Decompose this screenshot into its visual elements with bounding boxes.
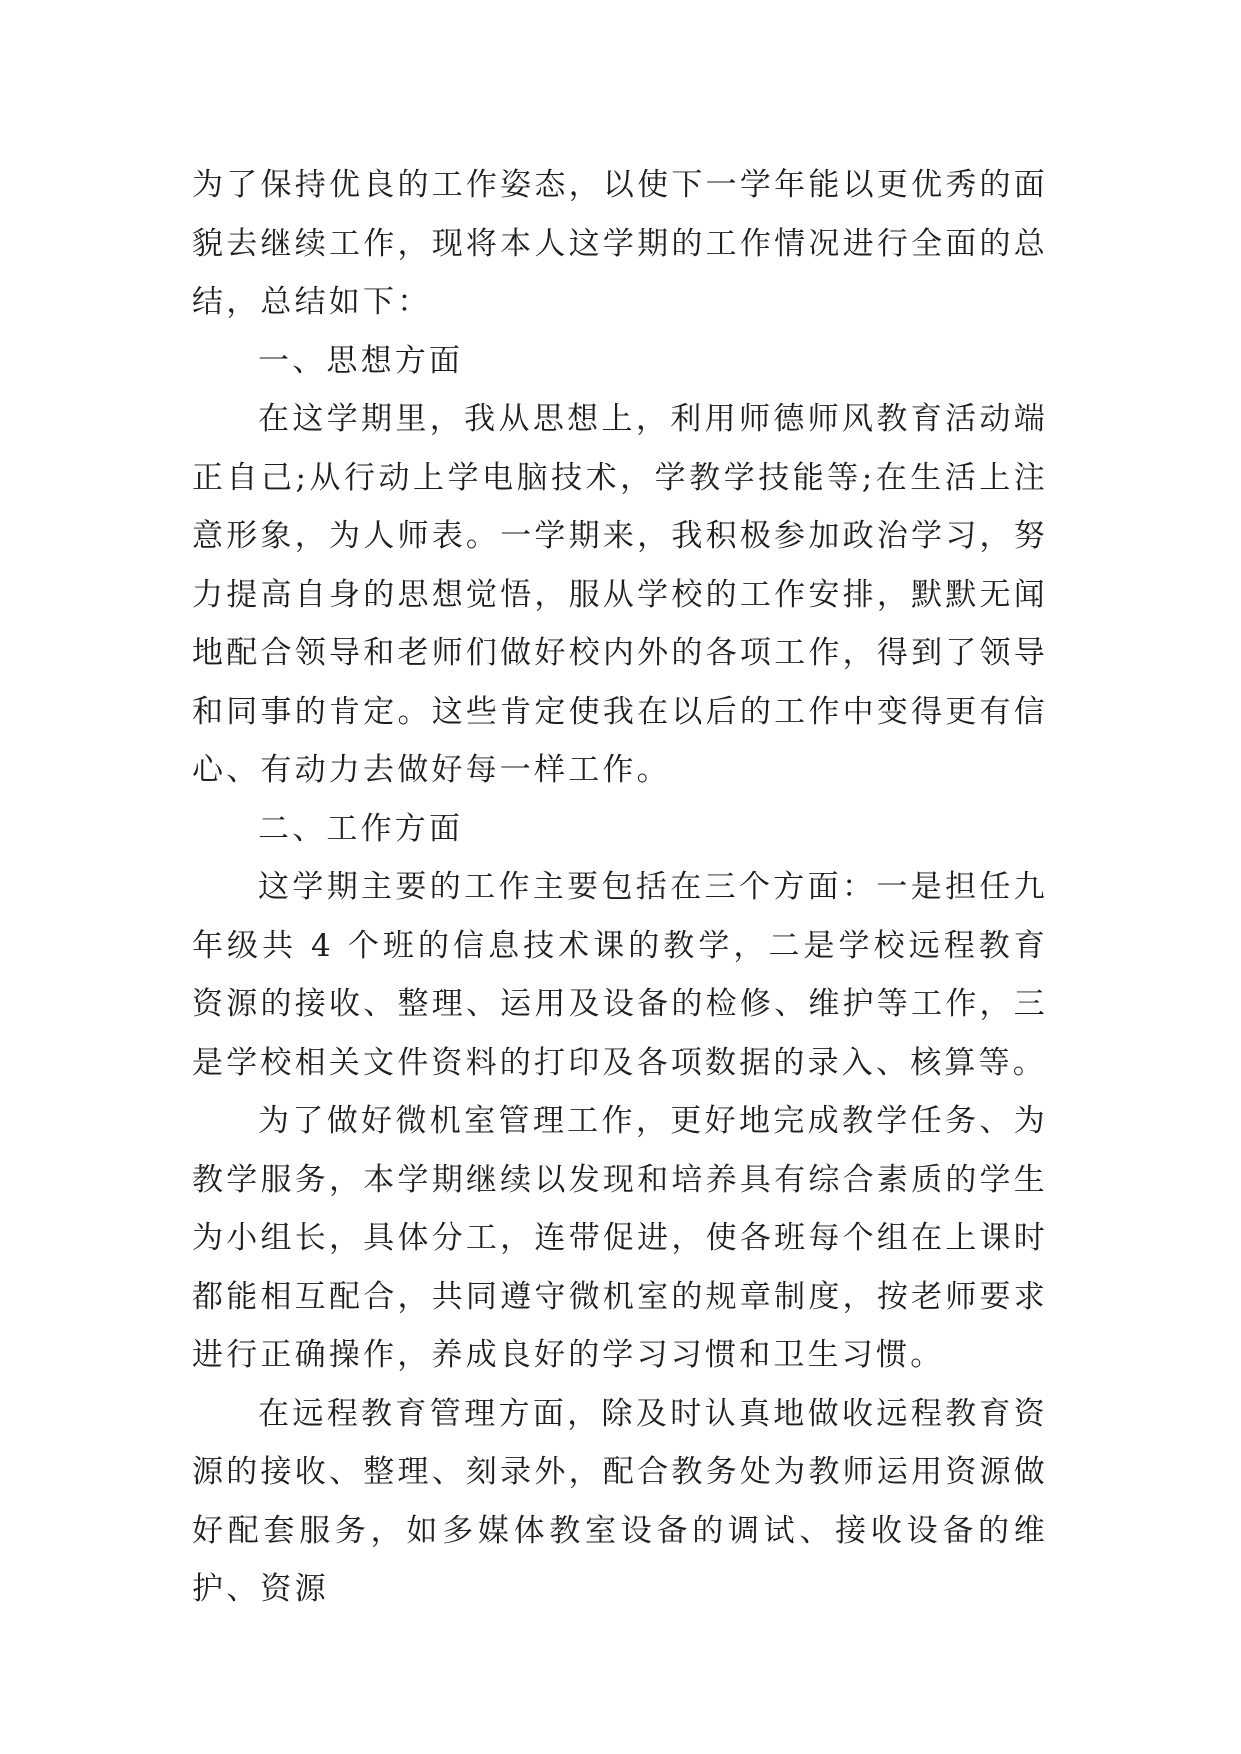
work-overview-paragraph: 这学期主要的工作主要包括在三个方面：一是担任九年级共 4 个班的信息技术课的教学，二是学校远程教育资源的接收、整理、运用及设备的检修、维护等工作，三是学校相关文件资料的打印及各项数据的录入、核算等。	[192, 869, 1048, 1081]
document-body	[192, 156, 1048, 1619]
intro-paragraph: 为了保持优良的工作姿态，以使下一学年能以更优秀的面貌去继续工作，现将本人这学期的工作情况进行全面的总结，总结如下：	[192, 167, 1048, 320]
section-heading-work: 二、工作方面	[258, 810, 464, 847]
thought-paragraph: 在这学期里，我从思想上，利用师德师风教育活动端正自己;从行动上学电脑技术，学教学技能等;在生活上注意形象，为人师表。一学期来，我积极参加政治学习，努力提高自身的思想觉悟，服从学校的工作安排，默默无闻地配合领导和老师们做好校内外的各项工作，得到了领导和同事的肯定。这些肯定使我在以后的工作中变得更有信心、有动力去做好每一样工作。	[192, 401, 1048, 788]
section-heading-thought: 一、思想方面	[258, 342, 464, 379]
remote-education-paragraph: 在远程教育管理方面，除及时认真地做收远程教育资源的接收、整理、刻录外，配合教务处为教师运用资源做好配套服务，如多媒体教室设备的调试、接收设备的维护、资源	[192, 1395, 1048, 1607]
computer-lab-paragraph: 为了做好微机室管理工作，更好地完成教学任务、为教学服务，本学期继续以发现和培养具有综合素质的学生为小组长，具体分工，连带促进，使各班每个组在上课时都能相互配合，共同遵守微机室的规章制度，按老师要求进行正确操作，养成良好的学习习惯和卫生习惯。	[192, 1103, 1048, 1373]
